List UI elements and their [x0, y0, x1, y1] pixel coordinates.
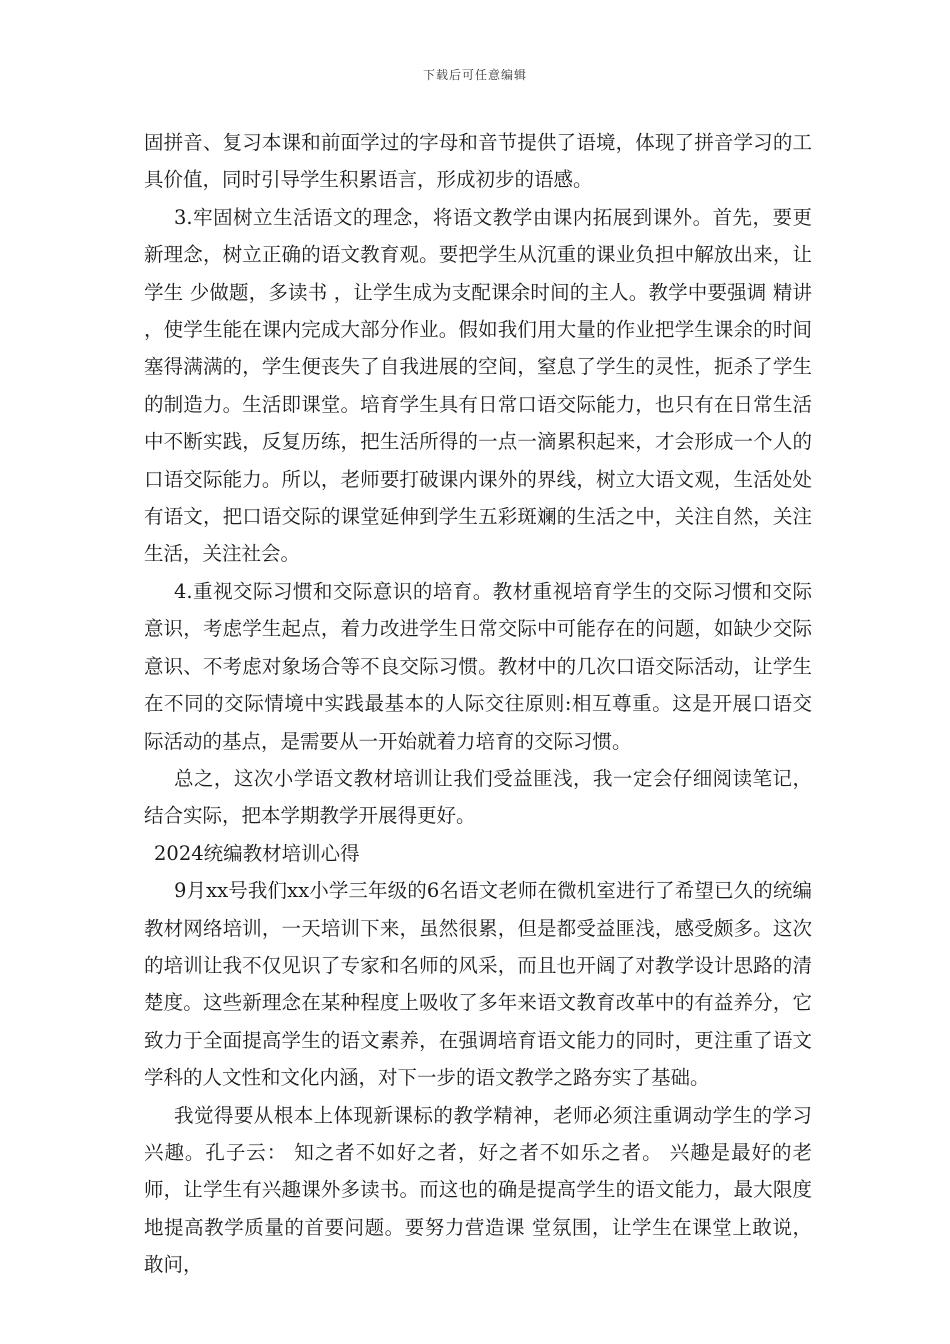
paragraph-interest: 我觉得要从根本上体现新课标的教学精神，老师必须注重调动学生的学习兴趣。孔子云： 知之者不如好之者，好之者不如乐之者。 兴趣是最好的老师，让学生有兴趣课外多读书。而这也的确是提高学生的语文能力，最大限度地提高教学质量的首要问题。要努力营造课 堂氛围，让学生在课堂上敢说，敢问， [144, 1103, 812, 1277]
document-body [144, 124, 812, 1284]
paragraph-point-4: 4.重视交际习惯和交际意识的培育。教材重视培育学生的交际习惯和交际意识，考虑学生起点，着力改进学生日常交际中可能存在的问题，如缺少交际意识、不考虑对象场合等不良交际习惯。教材中的几次口语交际活动，让学生在不同的交际情境中实践最基本的人际交往原则:相互尊重。这是开展口语交际活动的基点，是需要从一开始就着力培育的交际习惯。 [144, 579, 812, 753]
page-header: 下载后可任意编辑 [422, 68, 527, 82]
paragraph-training-intro: 9月xx号我们xx小学三年级的6名语文老师在微机室进行了希望已久的统编教材网络培训，一天培训下来，虽然很累，但是都受益匪浅，感受颇多。这次的培训让我不仅见识了专家和名师的风采，而且也开阔了对教学设计思路的清楚度。这些新理念在某种程度上吸收了多年来语文教育改革中的有益养分，它致力于全面提高学生的语文素养，在强调培育语文能力的同时，更注重了语文学科的人文性和文化内涵，对下一步的语文教学之路夯实了基础。 [144, 879, 812, 1090]
paragraph-point-3: 3.牢固树立生活语文的理念，将语文教学由课内拓展到课外。首先，要更新理念，树立正确的语文教育观。要把学生从沉重的课业负担中解放出来，让学生 少做题，多读书 ，让学生成为支配课余时间的主人。教学中要强调 精讲 ，使学生能在课内完成大部分作业。假如我们用大量的作业把学生课余的时间塞得满满的，学生便丧失了自我进展的空间，窒息了学生的灵性，扼杀了学生的制造力。生活即课堂。培育学生具有日常口语交际能力，也只有在日常生活中不断实践，反复历练，把生活所得的一点一滴累积起来，才会形成一个人的口语交际能力。所以，老师要打破课内课外的界线，树立大语文观，生活处处有语文，把口语交际的课堂延伸到学生五彩斑斓的生活之中，关注自然，关注生活，关注社会。 [144, 205, 812, 566]
paragraph-continuation: 固拼音、复习本课和前面学过的字母和音节提供了语境，体现了拼音学习的工具价值，同时引导学生积累语言，形成初步的语感。 [144, 131, 812, 192]
section-heading: 2024统编教材培训心得 [154, 841, 360, 865]
paragraph-summary: 总之，这次小学语文教材培训让我们受益匪浅，我一定会仔细阅读笔记，结合实际，把本学期教学开展得更好。 [144, 766, 812, 828]
